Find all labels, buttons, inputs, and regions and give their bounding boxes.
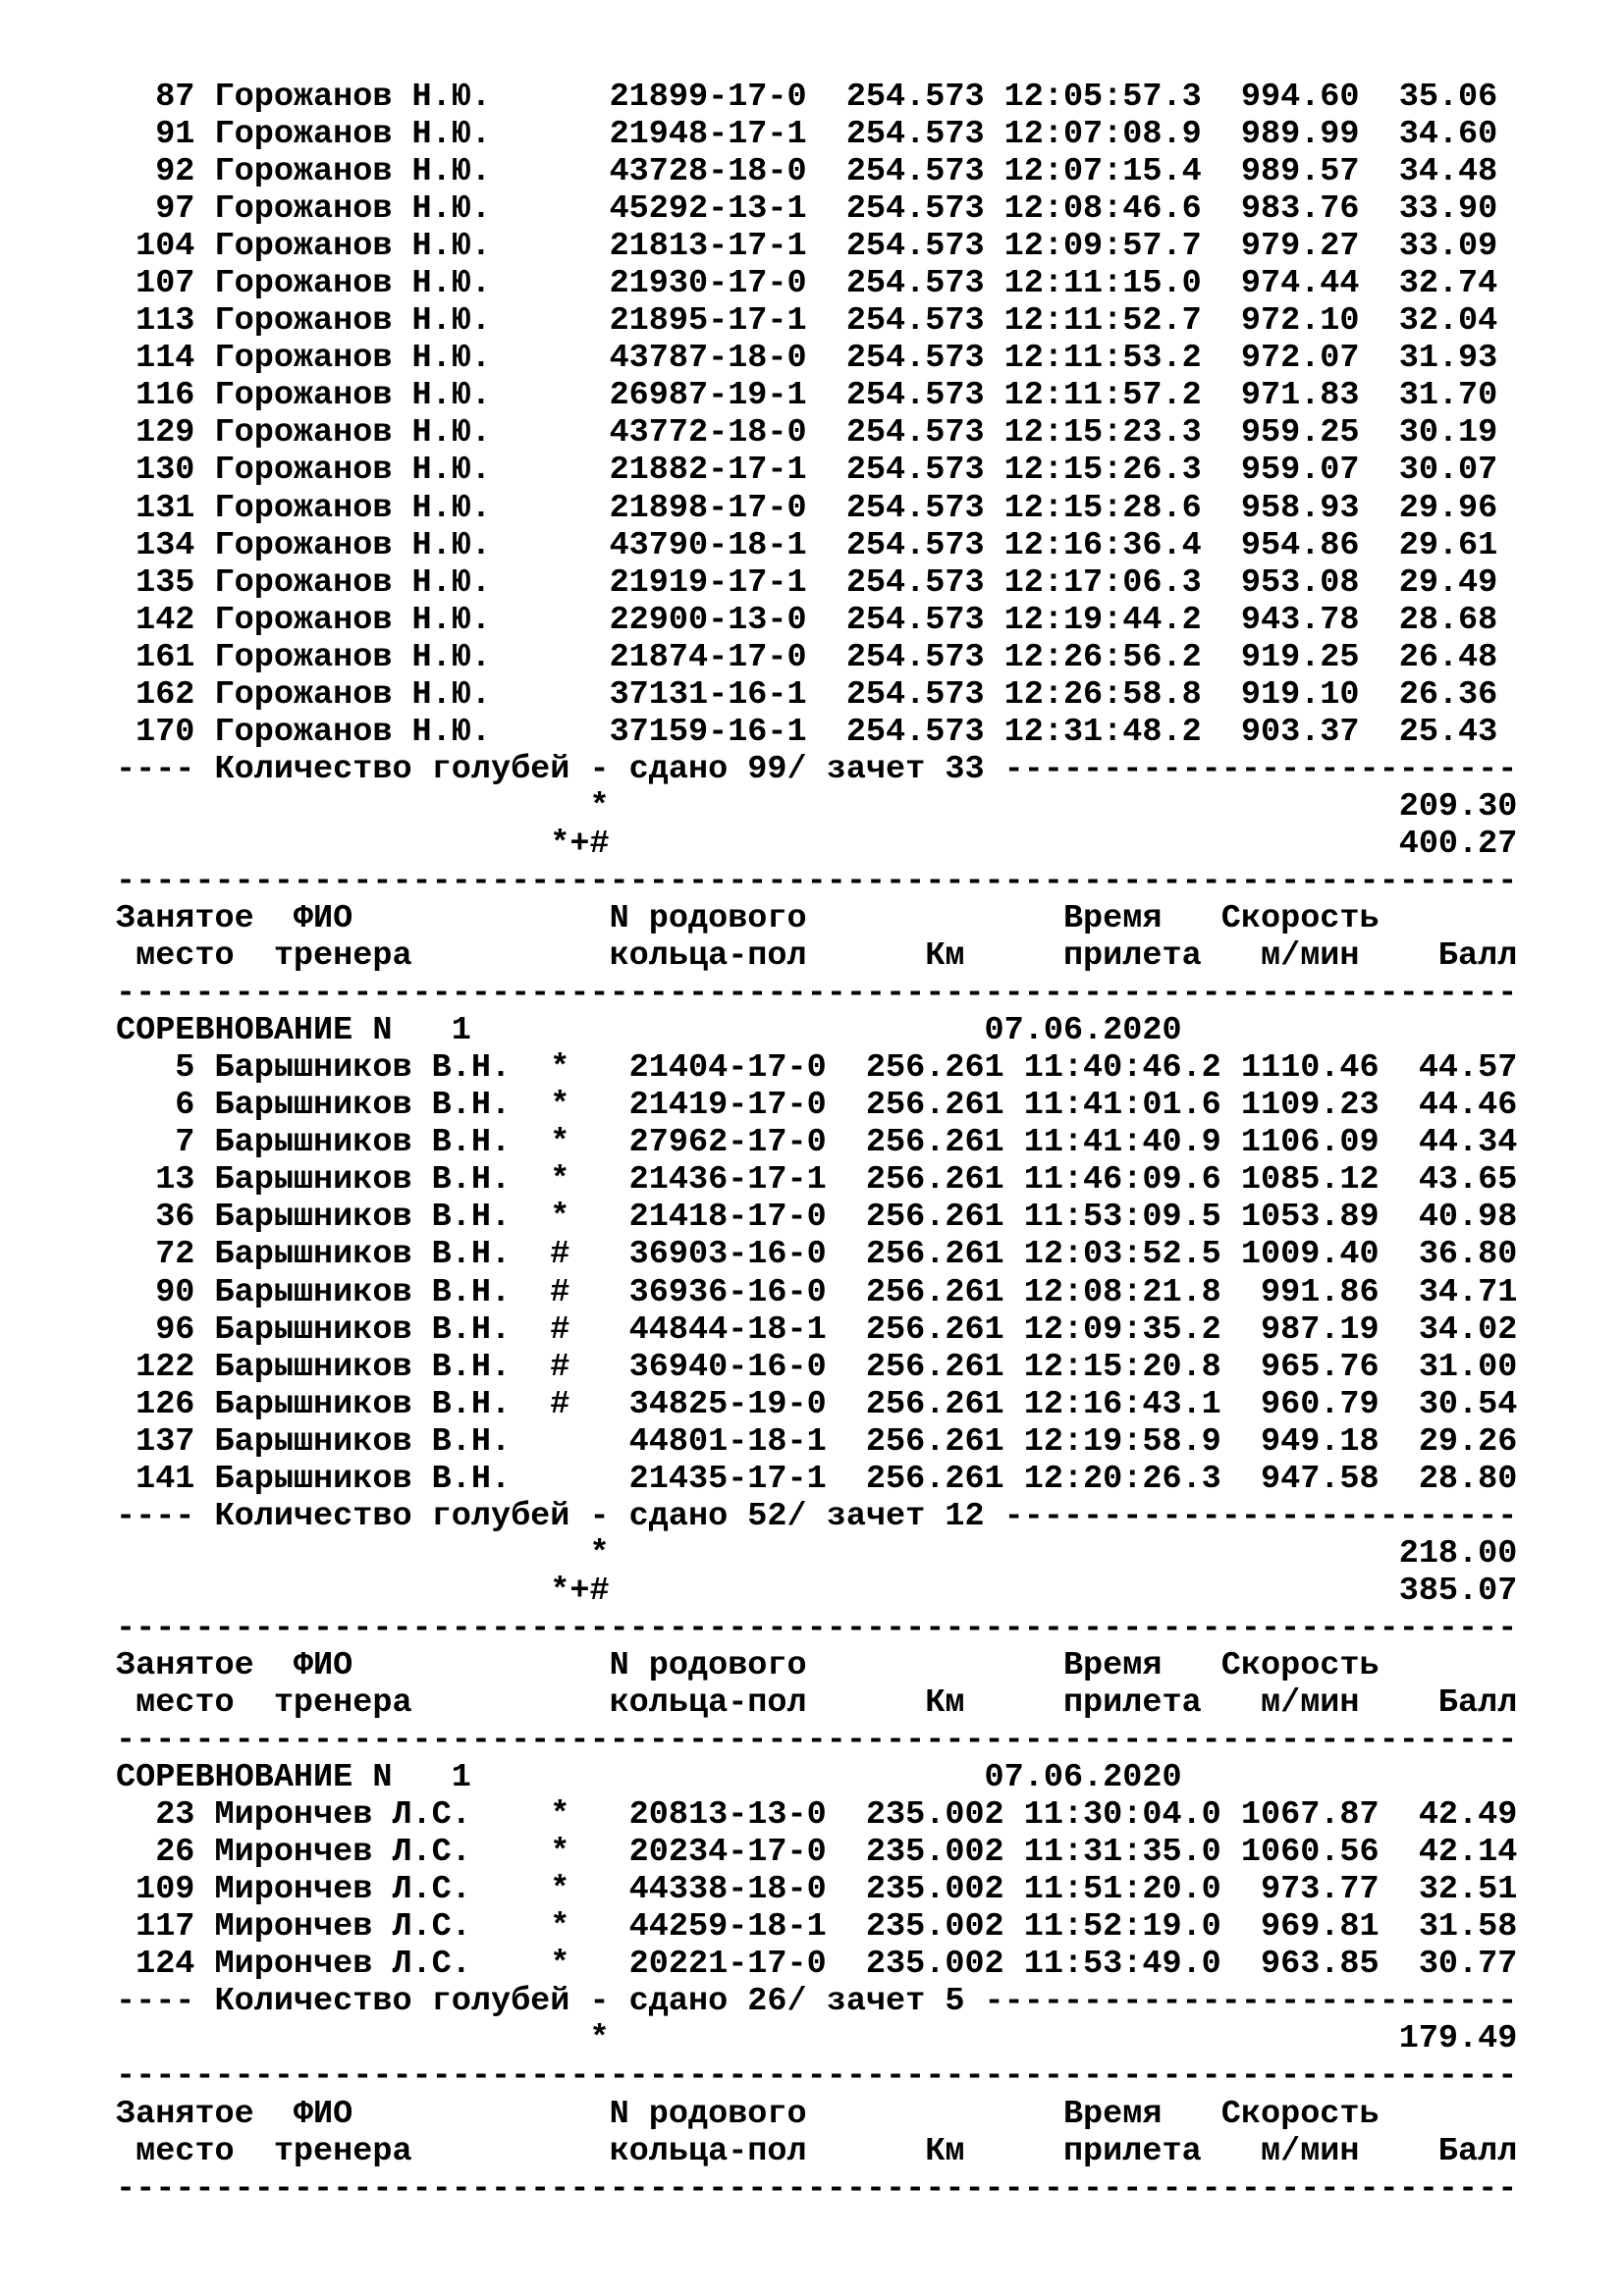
separator-line: -----------------------------------------------------------------------: [116, 1609, 1518, 1647]
separator-line: -----------------------------------------------------------------------: [116, 2057, 1518, 2096]
column-header-line: Занятое ФИО N родового Время Скорость: [116, 1646, 1380, 1684]
points-total-line: * 218.00: [116, 1534, 1518, 1573]
pigeon-count-line: ---- Количество голубей - сдано 99/ зачет 33 --------------------------: [116, 750, 1518, 788]
points-total-line: *+# 400.27: [116, 825, 1518, 863]
pigeon-count-line: ---- Количество голубей - сдано 26/ зачет 5 ---------------------------: [116, 1983, 1518, 2021]
result-row: 23 Мирончев Л.С. * 20813-13-0 235.002 11:30:04.0 1067.87 42.49: [116, 1796, 1518, 1835]
result-row: 87 Горожанов Н.Ю. 21899-17-0 254.573 12:05:57.3 994.60 35.06: [116, 79, 1498, 116]
result-row: 90 Барышников В.Н. # 36936-16-0 256.261 12:08:21.8 991.86 34.71: [116, 1273, 1518, 1311]
result-row: 5 Барышников В.Н. * 21404-17-0 256.261 11:40:46.2 1110.46 44.57: [116, 1049, 1518, 1088]
result-row: 97 Горожанов Н.Ю. 45292-13-1 254.573 12:08:46.6 983.76 33.90: [116, 190, 1498, 229]
result-row: 129 Горожанов Н.Ю. 43772-18-0 254.573 12:15:23.3 959.25 30.19: [116, 414, 1498, 453]
separator-line: -----------------------------------------------------------------------: [116, 2169, 1518, 2208]
result-row: 142 Горожанов Н.Ю. 22900-13-0 254.573 12:19:44.2 943.78 28.68: [116, 601, 1498, 639]
separator-line: -----------------------------------------------------------------------: [116, 975, 1518, 1013]
points-total-line: *+# 385.07: [116, 1572, 1518, 1610]
result-row: 109 Мирончев Л.С. * 44338-18-0 235.002 11:51:20.0 973.77 32.51: [116, 1871, 1518, 1909]
column-header-line: место тренера кольца-пол Км прилета м/мин Балл: [116, 1684, 1518, 1723]
result-row: 116 Горожанов Н.Ю. 26987-19-1 254.573 12:11:57.2 971.83 31.70: [116, 377, 1498, 415]
result-row: 107 Горожанов Н.Ю. 21930-17-0 254.573 12:11:15.0 974.44 32.74: [116, 265, 1498, 303]
separator-line: -----------------------------------------------------------------------: [116, 862, 1518, 900]
result-row: 104 Горожанов Н.Ю. 21813-17-1 254.573 12:09:57.7 979.27 33.09: [116, 228, 1498, 266]
result-row: 130 Горожанов Н.Ю. 21882-17-1 254.573 12:15:26.3 959.07 30.07: [116, 452, 1498, 490]
pigeon-count-line: ---- Количество голубей - сдано 52/ зачет 12 --------------------------: [116, 1497, 1518, 1535]
result-row: 114 Горожанов Н.Ю. 43787-18-0 254.573 12:11:53.2 972.07 31.93: [116, 340, 1498, 378]
points-total-line: * 209.30: [116, 787, 1518, 826]
result-row: 36 Барышников В.Н. * 21418-17-0 256.261 11:53:09.5 1053.89 40.98: [116, 1199, 1518, 1237]
result-row: 117 Мирончев Л.С. * 44259-18-1 235.002 11:52:19.0 969.81 31.58: [116, 1908, 1518, 1947]
result-row: 6 Барышников В.Н. * 21419-17-0 256.261 11:41:01.6 1109.23 44.46: [116, 1087, 1518, 1125]
result-row: 13 Барышников В.Н. * 21436-17-1 256.261 11:46:09.6 1085.12 43.65: [116, 1161, 1518, 1200]
result-row: 126 Барышников В.Н. # 34825-19-0 256.261 12:16:43.1 960.79 30.54: [116, 1385, 1518, 1423]
result-row: 170 Горожанов Н.Ю. 37159-16-1 254.573 12:31:48.2 903.37 25.43: [116, 713, 1498, 751]
result-row: 72 Барышников В.Н. # 36903-16-0 256.261 12:03:52.5 1009.40 36.80: [116, 1236, 1518, 1274]
results-listing: [116, 79, 1517, 2208]
result-row: 135 Горожанов Н.Ю. 21919-17-1 254.573 12:17:06.3 953.08 29.49: [116, 563, 1498, 602]
result-row: 162 Горожанов Н.Ю. 37131-16-1 254.573 12:26:58.8 919.10 26.36: [116, 675, 1498, 714]
column-header-line: место тренера кольца-пол Км прилета м/мин Балл: [116, 2132, 1518, 2170]
result-row: 134 Горожанов Н.Ю. 43790-18-1 254.573 12:16:36.4 954.86 29.61: [116, 526, 1498, 564]
result-row: 131 Горожанов Н.Ю. 21898-17-0 254.573 12:15:28.6 958.93 29.96: [116, 489, 1498, 527]
result-row: 141 Барышников В.Н. 21435-17-1 256.261 12:20:26.3 947.58 28.80: [116, 1460, 1518, 1498]
column-header-line: Занятое ФИО N родового Время Скорость: [116, 900, 1380, 938]
column-header-line: Занятое ФИО N родового Время Скорость: [116, 2095, 1380, 2133]
competition-title-line: СОРЕВНОВАНИЕ N 1 07.06.2020: [116, 1012, 1182, 1050]
result-row: 137 Барышников В.Н. 44801-18-1 256.261 12:19:58.9 949.18 29.26: [116, 1422, 1518, 1461]
result-row: 91 Горожанов Н.Ю. 21948-17-1 254.573 12:07:08.9 989.99 34.60: [116, 116, 1498, 154]
result-row: 96 Барышников В.Н. # 44844-18-1 256.261 12:09:35.2 987.19 34.02: [116, 1310, 1518, 1349]
result-row: 7 Барышников В.Н. * 27962-17-0 256.261 11:41:40.9 1106.09 44.34: [116, 1124, 1518, 1162]
separator-line: -----------------------------------------------------------------------: [116, 1722, 1518, 1760]
competition-title-line: СОРЕВНОВАНИЕ N 1 07.06.2020: [116, 1759, 1182, 1797]
result-row: 124 Мирончев Л.С. * 20221-17-0 235.002 11:53:49.0 963.85 30.77: [116, 1946, 1518, 1984]
result-row: 113 Горожанов Н.Ю. 21895-17-1 254.573 12:11:52.7 972.10 32.04: [116, 302, 1498, 341]
result-row: 122 Барышников В.Н. # 36940-16-0 256.261 12:15:20.8 965.76 31.00: [116, 1348, 1518, 1386]
result-row: 26 Мирончев Л.С. * 20234-17-0 235.002 11:31:35.0 1060.56 42.14: [116, 1834, 1518, 1872]
result-row: 161 Горожанов Н.Ю. 21874-17-0 254.573 12:26:56.2 919.25 26.48: [116, 638, 1498, 676]
column-header-line: место тренера кольца-пол Км прилета м/мин Балл: [116, 937, 1518, 976]
points-total-line: * 179.49: [116, 2020, 1518, 2058]
result-row: 92 Горожанов Н.Ю. 43728-18-0 254.573 12:07:15.4 989.57 34.48: [116, 153, 1498, 191]
